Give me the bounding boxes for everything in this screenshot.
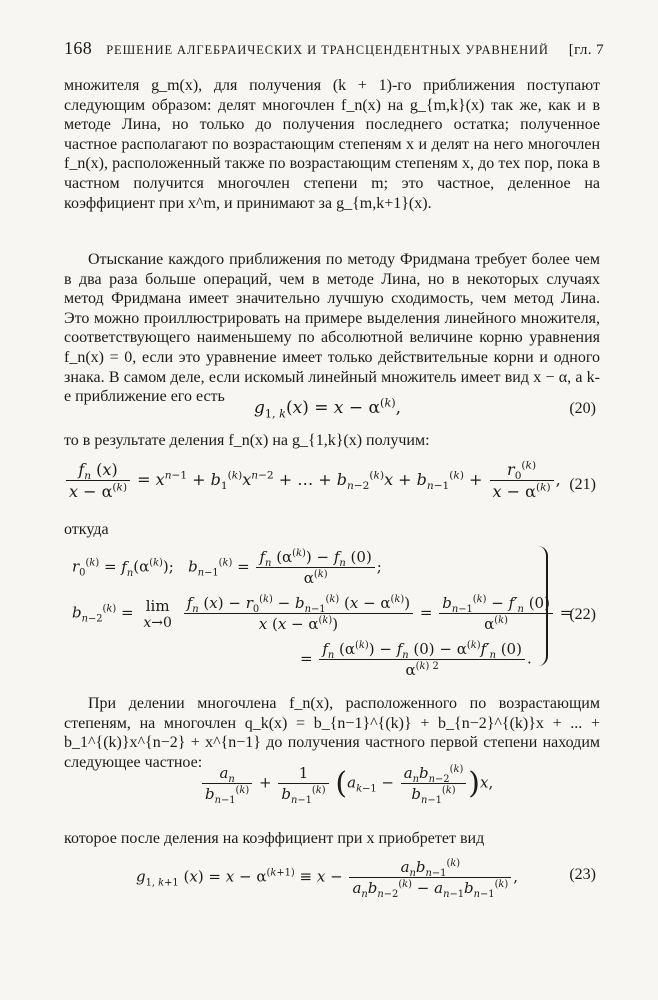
quotient-expression: $\frac{a_n}{b_{n-1}^{(k)}}$ + $\frac{1}{b_{n-1}^{(k)}}$ ($a_{k-1}$ − $\frac{a_nb_{n-2}^{(k)}}{b_{n-1}^{(k)}}$ )x,: [200, 764, 493, 803]
equation-22-brace: [532, 546, 548, 666]
page-header: [64, 38, 604, 59]
paragraph-6: которое после деления на коэффициент при x приобретет вид: [64, 830, 485, 847]
equation-22-line-3: = $\frac{f_n (\alpha^{(k)}) - f_n (0) - \alpha^{(k)}f'_n (0)}{\alpha^{(k) 2}}$ .: [300, 640, 532, 679]
page-number: 168: [64, 38, 93, 58]
equation-23: $g_{1, k+1}$ $(x) = x - \alpha^{(k+1)} \equiv x$ − $\frac{a_nb_{n-1}^{(k)}}{a_nb_{n-2}^{(k)} - a_{n-1}b_{n-1}^{(k)}}$ ,: [136, 858, 519, 900]
chapter-label: [гл. 7: [568, 42, 604, 58]
paragraph-3: то в результате деления f_n(x) на g_{1,k}(x) получим:: [64, 432, 430, 449]
equation-number-20: (20): [569, 400, 596, 417]
paragraph-1: множителя g_m(x), для получения (k + 1)-го приближения поступают следующим образом: делят многочлен f_n(x) на g_{m,k}(x) так же, как и в методе Лина, но только до получения последнего остатка; полученное частное располагают по возрастающим степеням x и делят на него многочлен f_n(x), расположенный также по возрастающим степеням x, до тех пор, пока в частном получится многочлен степени m; это частное, деленное на коэффициент при x^m, и принимают за g_{m,k+1}(x).: [64, 77, 600, 212]
equation-number-22: (22): [569, 606, 596, 623]
equation-number-21: (21): [569, 476, 596, 493]
equation-number-23: (23): [569, 866, 596, 883]
paragraph-2: Отыскание каждого приближения по методу Фридмана требует более чем в два раза больше операций, чем в методе Лина, но в некоторых случаях метод Фридмана имеет значительно лучшую сходимость, чем метод Лина. Это можно проиллюстрировать на примере выделения линейного множителя, соответствующего наименьшему по абсолютной величине корню уравнения f_n(x) = 0, если это уравнение имеет только действительные корни и одного знака. В самом деле, если искомый линейный множитель имеет вид x − α, а k-е приближение его есть: [64, 251, 600, 406]
equation-22-line-1: $r_0^{(k)} = f_n(\alpha^{(k)})$; $b_{n-1}^{(k)}$ = $\frac{f_n (\alpha^{(k)}) - f_n (0)}{\alpha^{(k)}}$ ;: [72, 548, 382, 587]
equation-20: $g_{1, k}(x) = x - \alpha^{(k)}$,: [254, 396, 402, 421]
paragraph-5: При делении многочлена f_n(x), расположенного по возрастающим степеням, на многочлен q_k(x) = b_{n−1}^{(k)} + b_{n−2}^{(k)}x + ... + b_1^{(k)}x^{n−2} + x^{n−1} до получения частного первой степени находим следующее частное:: [64, 695, 600, 771]
running-title: РЕШЕНИЕ АЛГЕБРАИЧЕСКИХ И ТРАНСЦЕНДЕНТНЫХ УРАВНЕНИЙ: [106, 43, 549, 57]
equation-21: $\frac{f_n (x)}{x - \alpha^{(k)}}$ = $x^{n-1} + b_1^{(k)}x^{n-2}$ + … + $b_{n-2}^{(k)}x + b_{n-1}^{(k)}$ + $\frac{r_0^{(k)}}{x - \alpha^{(k)}}$ ,: [64, 460, 561, 501]
paragraph-4: откуда: [64, 521, 109, 538]
equation-22-line-2: $b_{n-2}^{(k)}$ = lim x→0 $\frac{f_n (x) - r_0^{(k)} - b_{n-1}^{(k)} (x - \alpha^{(k)})}{x (x - \alpha^{(k)})}$ = $\frac{b_{n-1}^{(k)} - f'_n (0)}{\alpha^{(k)}}$ =: [72, 594, 573, 633]
